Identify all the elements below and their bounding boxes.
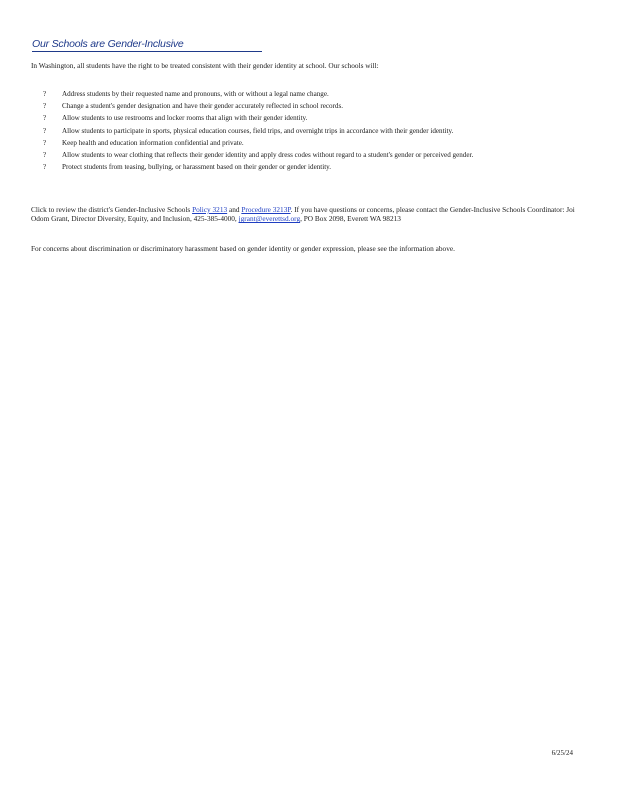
bullet-icon: ?	[43, 163, 47, 172]
list-item-text: Change a student's gender designation and have their gender accurately reflected in school records.	[62, 102, 343, 111]
bullet-icon: ?	[43, 138, 47, 147]
procedure-link[interactable]: Procedure 3213P	[241, 205, 291, 214]
contact-paragraph	[31, 205, 579, 223]
list-item	[31, 114, 579, 122]
footer-date: 6/25/24	[551, 749, 573, 757]
page-heading: Our Schools are Gender-Inclusive	[32, 38, 262, 52]
contact-lead-text: Click to review the district's Gender-Inclusive Schools	[31, 205, 191, 214]
list-item	[31, 163, 579, 171]
list-item	[31, 151, 579, 159]
contact-address-text: , PO Box 2098, Everett WA 98213	[300, 214, 401, 224]
list-item-text: Keep health and education information confidential and private.	[62, 138, 244, 147]
contact-and-text: and	[228, 205, 240, 214]
list-item-text: Allow students to participate in sports, physical education courses, field trips, and overnight trips in accordance with their gender identity.	[62, 126, 454, 135]
rights-list	[31, 90, 579, 175]
policy-link[interactable]: Policy 3213	[192, 205, 228, 214]
list-item	[31, 139, 579, 147]
bullet-icon: ?	[43, 114, 47, 123]
bullet-icon: ?	[43, 126, 47, 135]
list-item-text: Address students by their requested name and pronouns, with or without a legal name change.	[62, 90, 329, 98]
contact-mid-text: . If you have questions or concerns, please contact the Gender-Inclusive Schools Coordinator: Joi Odom Grant, Director Diversity, Equity, and Inclusion, 425-385-4000,	[31, 205, 575, 224]
list-item	[31, 90, 579, 98]
bullet-icon: ?	[43, 90, 47, 98]
bullet-icon: ?	[43, 102, 47, 111]
list-item-text: Allow students to use restrooms and locker rooms that align with their gender identity.	[62, 114, 308, 123]
list-item	[31, 127, 579, 135]
list-item-text: Protect students from teasing, bullying, or harassment based on their gender or gender identity.	[62, 163, 332, 172]
email-link[interactable]: jgrant@everettsd.org	[238, 214, 301, 224]
concerns-paragraph: For concerns about discrimination or discriminatory harassment based on gender identity or gender expression, please see the information above.	[31, 244, 455, 253]
list-item	[31, 102, 579, 110]
intro-paragraph: In Washington, all students have the right to be treated consistent with their gender identity at school. Our schools will:	[31, 61, 379, 70]
bullet-icon: ?	[43, 151, 47, 160]
list-item-text: Allow students to wear clothing that reflects their gender identity and apply dress codes without regard to a student's gender or perceived gender.	[62, 151, 474, 160]
